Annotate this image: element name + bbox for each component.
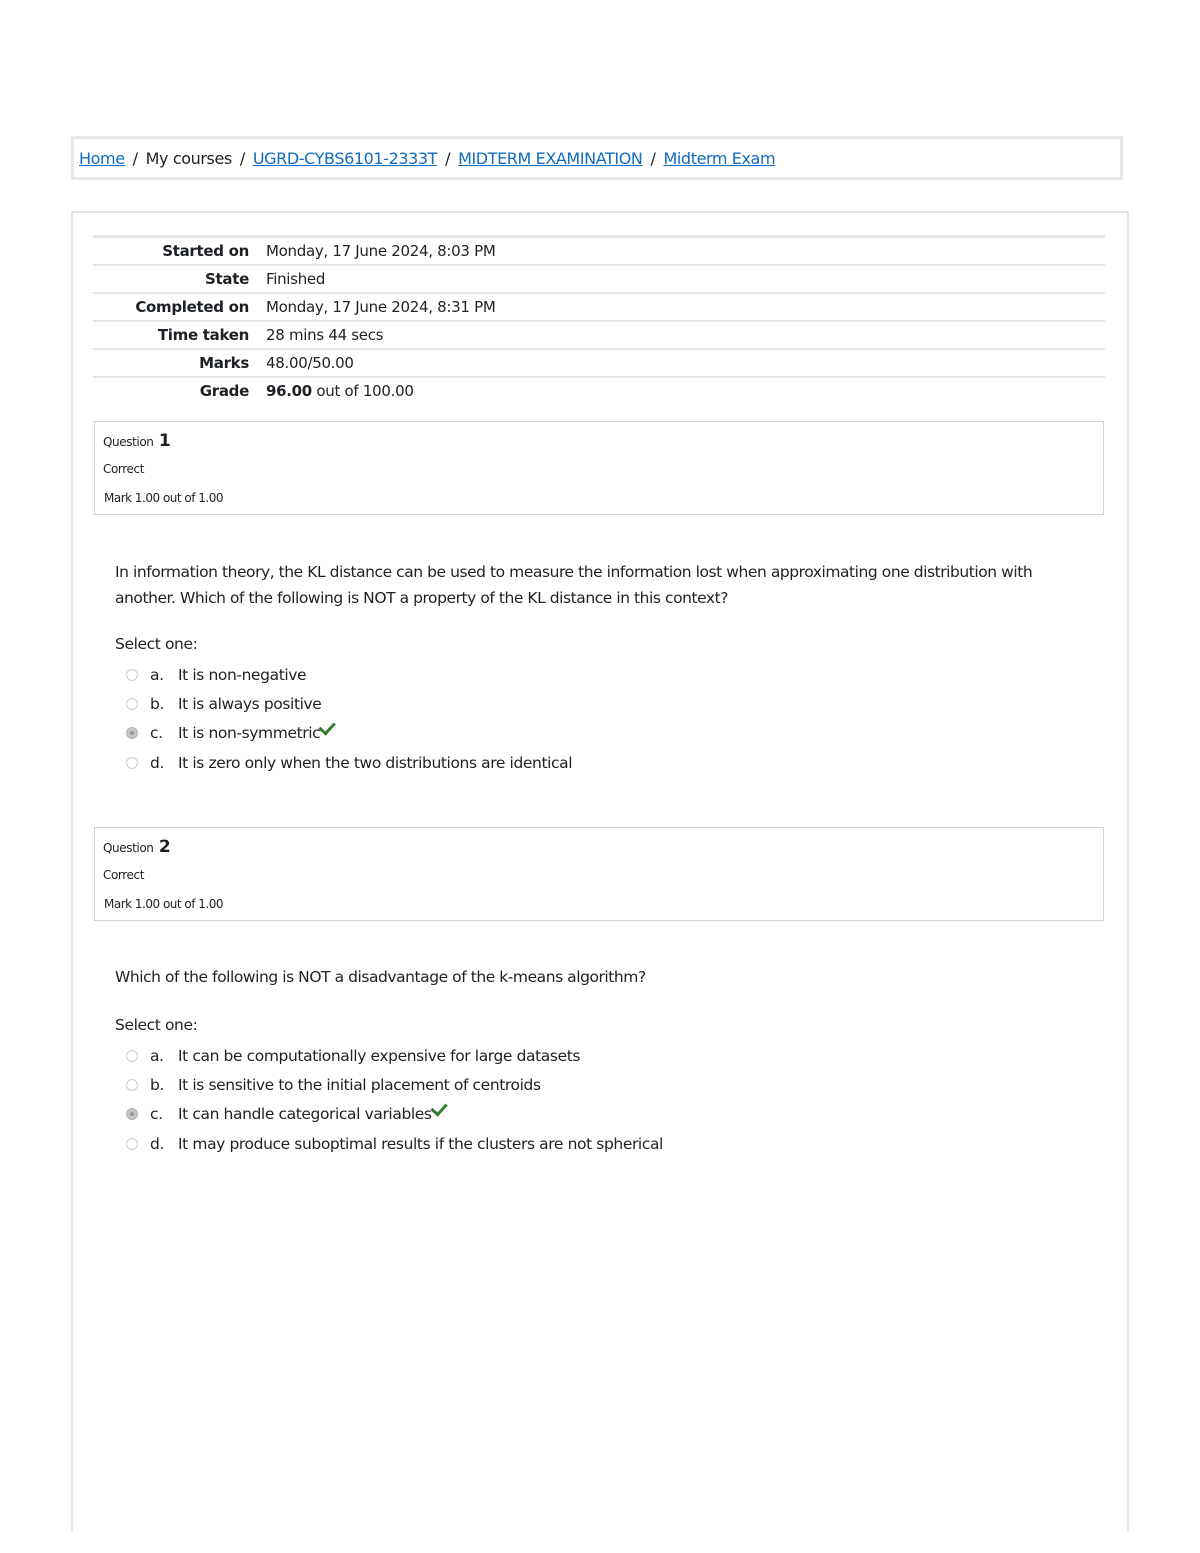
answer-text: It is always positive — [178, 694, 322, 713]
answer-option[interactable] — [124, 1070, 663, 1099]
breadcrumb-separator: / — [132, 148, 138, 168]
answer-letter: c. — [150, 724, 163, 743]
check-icon — [319, 718, 336, 736]
answer-letter: c. — [150, 1105, 163, 1124]
radio-button-checked[interactable] — [126, 1108, 138, 1120]
summary-row-time-taken — [93, 320, 1105, 348]
summary-label: State — [205, 270, 249, 288]
question-text: In information theory, the KL distance can be used to measure the information lost when approximating one distribution with another. Which of the following is NOT a property of the KL distance in this context? — [115, 563, 1033, 607]
breadcrumb-course-link[interactable]: UGRD-CYBS6101-2333T — [252, 148, 438, 168]
answer-list — [124, 660, 572, 777]
breadcrumb-activity-link[interactable]: Midterm Exam — [663, 148, 776, 168]
radio-button[interactable] — [126, 669, 138, 681]
radio-button[interactable] — [126, 1138, 138, 1150]
question-number-value: 1 — [158, 431, 171, 451]
summary-value: Finished — [266, 270, 326, 288]
radio-button[interactable] — [126, 757, 138, 769]
breadcrumb-home-link[interactable]: Home — [79, 148, 125, 168]
answer-letter: a. — [150, 1046, 164, 1065]
answer-option[interactable] — [124, 660, 572, 689]
radio-button[interactable] — [126, 698, 138, 710]
breadcrumb-my-courses: My courses — [145, 148, 232, 168]
question-number — [103, 837, 170, 857]
summary-value: Monday, 17 June 2024, 8:31 PM — [266, 298, 496, 316]
breadcrumb-separator: / — [445, 148, 451, 168]
summary-value — [266, 382, 414, 400]
select-one-prompt: Select one: — [115, 635, 198, 653]
radio-button[interactable] — [126, 1050, 138, 1062]
answer-letter: d. — [150, 753, 164, 772]
answer-text: It is non-negative — [178, 665, 307, 684]
answer-option[interactable] — [124, 1041, 663, 1070]
summary-value: 28 mins 44 secs — [266, 326, 384, 344]
answer-text: It is zero only when the two distributions are identical — [178, 753, 573, 772]
summary-row-grade — [93, 376, 1105, 404]
summary-row-state — [93, 264, 1105, 292]
answer-option[interactable] — [124, 689, 572, 718]
summary-row-marks — [93, 348, 1105, 376]
grade-value: 96.00 — [266, 382, 312, 400]
summary-row-started — [93, 235, 1105, 264]
answer-text: It can be computationally expensive for large datasets — [178, 1046, 581, 1065]
question-label: Question — [103, 841, 154, 855]
breadcrumb-section-link[interactable]: MIDTERM EXAMINATION — [458, 148, 643, 168]
check-icon — [430, 1099, 447, 1117]
answer-option-selected[interactable] — [124, 719, 572, 748]
breadcrumb-separator: / — [239, 148, 245, 168]
question-text: Which of the following is NOT a disadvantage of the k-means algorithm? — [115, 968, 646, 986]
summary-value: Monday, 17 June 2024, 8:03 PM — [266, 242, 496, 260]
question-number-value: 2 — [158, 837, 171, 857]
answer-list — [124, 1041, 663, 1158]
answer-text: It can handle categorical variables — [178, 1105, 432, 1124]
summary-label: Started on — [162, 242, 249, 260]
answer-text: It is sensitive to the initial placement of centroids — [178, 1075, 541, 1094]
question-info-box — [94, 421, 1104, 515]
radio-button[interactable] — [126, 1079, 138, 1091]
question-label: Question — [103, 435, 154, 449]
question-grade: Mark 1.00 out of 1.00 — [104, 491, 224, 505]
summary-row-completed — [93, 292, 1105, 320]
summary-value: 48.00/50.00 — [266, 354, 354, 372]
summary-label: Time taken — [157, 326, 249, 344]
answer-letter: b. — [150, 694, 164, 713]
question-state: Correct — [103, 462, 144, 476]
summary-label: Completed on — [135, 298, 249, 316]
attempt-summary-table — [93, 235, 1105, 404]
answer-option-selected[interactable] — [124, 1100, 663, 1129]
question-info-box — [94, 827, 1104, 921]
answer-letter: b. — [150, 1075, 164, 1094]
answer-text: It is non-symmetric — [178, 724, 321, 743]
summary-label: Grade — [199, 382, 249, 400]
breadcrumb-separator: / — [650, 148, 656, 168]
select-one-prompt: Select one: — [115, 1016, 198, 1034]
answer-option[interactable] — [124, 1129, 663, 1158]
grade-out-of: out of 100.00 — [316, 382, 414, 400]
breadcrumb — [71, 136, 1123, 180]
radio-button-checked[interactable] — [126, 727, 138, 739]
question-number — [103, 431, 170, 451]
answer-text: It may produce suboptimal results if the clusters are not spherical — [178, 1134, 663, 1153]
answer-letter: a. — [150, 665, 164, 684]
summary-label: Marks — [199, 354, 249, 372]
question-state: Correct — [103, 868, 144, 882]
question-grade: Mark 1.00 out of 1.00 — [104, 897, 224, 911]
answer-letter: d. — [150, 1134, 164, 1153]
answer-option[interactable] — [124, 748, 572, 777]
